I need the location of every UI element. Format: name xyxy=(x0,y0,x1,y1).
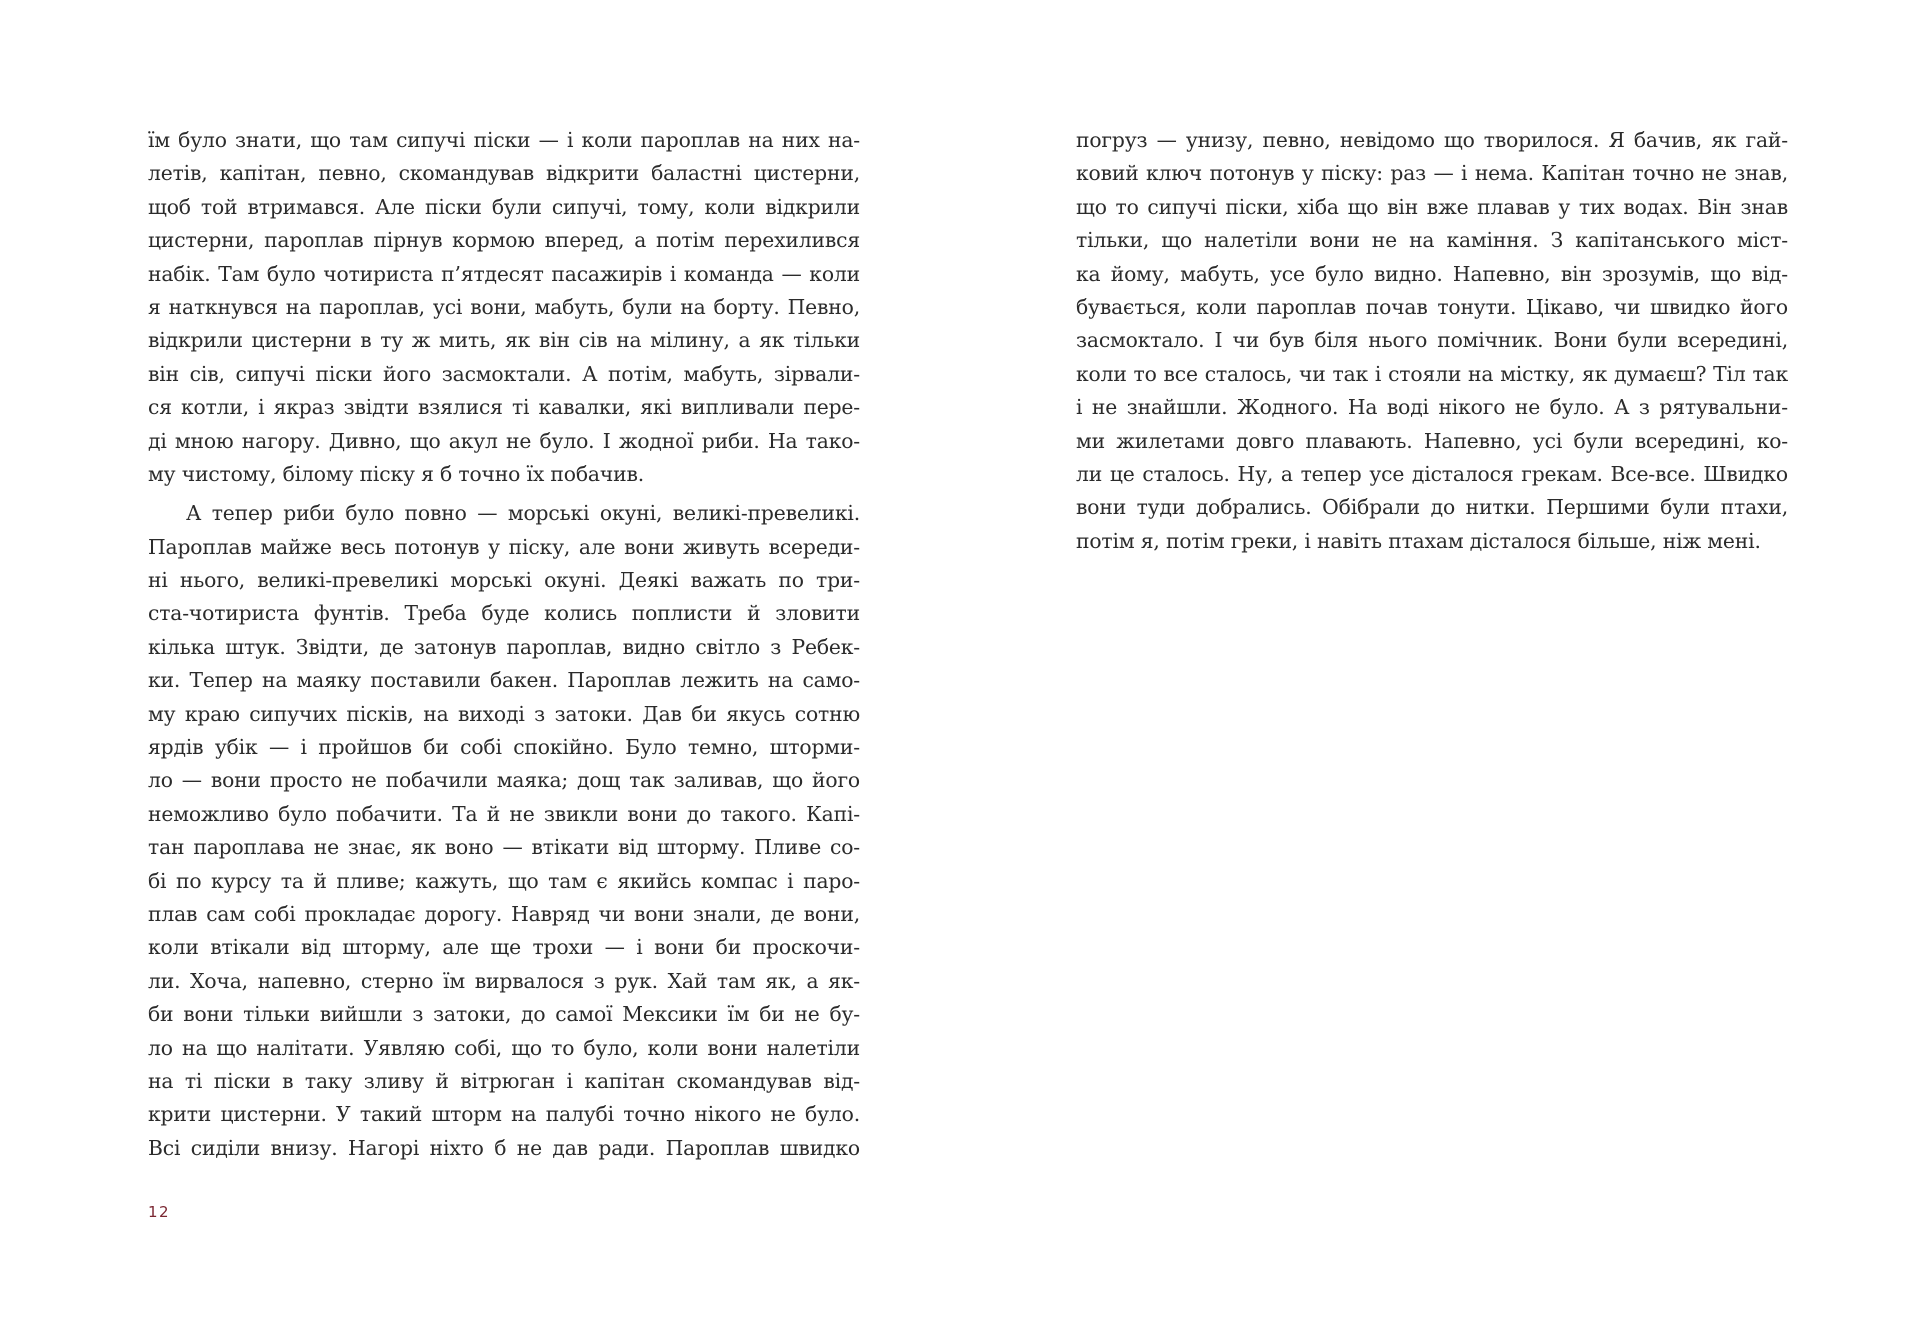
text-line: ли це сталось. Ну, а тепер усе дісталося грекам. Все-все. Швидко xyxy=(1076,461,1788,486)
text-line: тільки, що налетіли вони не на каміння. З капітанського міст- xyxy=(1076,228,1788,253)
text-line: бувається, коли пароплав почав тонути. Цікаво, чи швидко його xyxy=(1076,294,1788,319)
paragraph xyxy=(148,497,860,1165)
text-line: му чистому, білому піску я б точно їх побачив. xyxy=(148,461,645,486)
text-line: би вони тільки вийшли з затоки, до самої Мексики їм би не бу- xyxy=(148,1002,860,1027)
text-line: відкрили цистерни в ту ж мить, як він сів на мілину, а як тільки xyxy=(148,328,860,353)
text-line: цистерни, пароплав пірнув кормою вперед, а потім перехилився xyxy=(148,228,860,253)
text-line: летів, капітан, певно, скомандував відкрити баластні цистерни, xyxy=(148,161,860,186)
text-line: ста-чотириста фунтів. Треба буде колись поплисти й зловити xyxy=(148,601,860,626)
text-line: ні нього, великі-превеликі морські окуні. Деякі важать по три- xyxy=(148,568,860,593)
text-line: Пароплав майже весь потонув у піску, але вони живуть всереди- xyxy=(148,534,860,559)
right-page xyxy=(960,0,1920,1325)
text-line: і не знайшли. Жодного. На воді нікого не було. А з рятувальни- xyxy=(1076,395,1788,420)
text-line: коли втікали від шторму, але ще трохи — і вони би проскочи- xyxy=(148,935,860,960)
text-line: А тепер риби було повно — морські окуні, великі-превеликі. xyxy=(186,501,860,526)
text-line: Всі сиділи внизу. Нагорі ніхто б не дав ради. Пароплав швидко xyxy=(148,1135,860,1160)
text-line: коли то все сталось, чи так і стояли на містку, як думаєш? Тіл так xyxy=(1076,361,1788,386)
text-line: бі по курсу та й пливе; кажуть, що там є якийсь компас і паро- xyxy=(148,868,860,893)
text-line: погруз — унизу, певно, невідомо що творилося. Я бачив, як гай- xyxy=(1076,128,1788,152)
text-line: засмоктало. І чи був біля нього помічник. Вони були всередині, xyxy=(1076,328,1788,353)
text-line: ло — вони просто не побачили маяка; дощ так заливав, що його xyxy=(148,768,860,793)
text-line: щоб той втримався. Але піски були сипучі, тому, коли відкрили xyxy=(148,194,860,219)
text-line: неможливо було побачити. Та й не звикли вони до такого. Капі- xyxy=(148,801,860,826)
text-line: ярдів убік — і пройшов би собі спокійно. Було темно, шторми- xyxy=(148,735,860,760)
text-line: ки. Тепер на маяку поставили бакен. Пароплав лежить на само- xyxy=(148,668,860,693)
text-line: ло на що налітати. Уявляю собі, що то було, коли вони налетіли xyxy=(148,1035,860,1060)
right-text-block xyxy=(1076,124,1788,558)
text-line: я наткнувся на пароплав, усі вони, мабуть, були на борту. Певно, xyxy=(148,294,860,319)
text-line: що то сипучі піски, хіба що він вже плавав у тих водах. Він знав xyxy=(1076,194,1788,219)
text-line: ся котли, і якраз звідти взялися ті кавалки, які випливали пере- xyxy=(148,395,860,420)
text-line: їм було знати, що там сипучі піски — і коли пароплав на них на- xyxy=(148,128,860,152)
text-line: плав сам собі прокладає дорогу. Навряд чи вони знали, де вони, xyxy=(148,901,860,926)
text-line: набік. Там було чотириста п’ятдесят пасажирів і команда — коли xyxy=(148,261,860,286)
text-line: ли. Хоча, напевно, стерно їм вирвалося з рук. Хай там як, а як- xyxy=(148,968,860,993)
text-line: кілька штук. Звідти, де затонув пароплав, видно світло з Ребек- xyxy=(148,634,860,659)
text-line: крити цистерни. У такий шторм на палубі точно нікого не було. xyxy=(148,1102,860,1127)
left-text-block xyxy=(148,124,860,1165)
page-number: 12 xyxy=(148,1203,171,1221)
text-line: вони туди добрались. Обібрали до нитки. Першими були птахи, xyxy=(1076,495,1788,520)
text-line: він сів, сипучі піски його засмоктали. А потім, мабуть, зірвали- xyxy=(148,361,860,386)
text-line: ді мною нагору. Дивно, що акул не було. І жодної риби. На тако- xyxy=(148,428,860,453)
paragraph xyxy=(148,124,860,491)
text-line: му краю сипучих пісків, на виході з затоки. Дав би якусь сотню xyxy=(148,701,860,726)
text-line: ковий ключ потонув у піску: раз — і нема. Капітан точно не знав, xyxy=(1076,161,1788,186)
text-line: ми жилетами довго плавають. Напевно, усі були всередині, ко- xyxy=(1076,428,1788,453)
text-line: тан пароплава не знає, як воно — втікати від шторму. Пливе со- xyxy=(148,835,860,860)
text-line: ка йому, мабуть, усе було видно. Напевно, він зрозумів, що від- xyxy=(1076,261,1788,286)
text-line: потім я, потім греки, і навіть птахам дісталося більше, ніж мені. xyxy=(1076,528,1761,553)
text-line: на ті піски в таку зливу й вітрюган і капітан скомандував від- xyxy=(148,1068,860,1093)
paragraph xyxy=(1076,124,1788,558)
